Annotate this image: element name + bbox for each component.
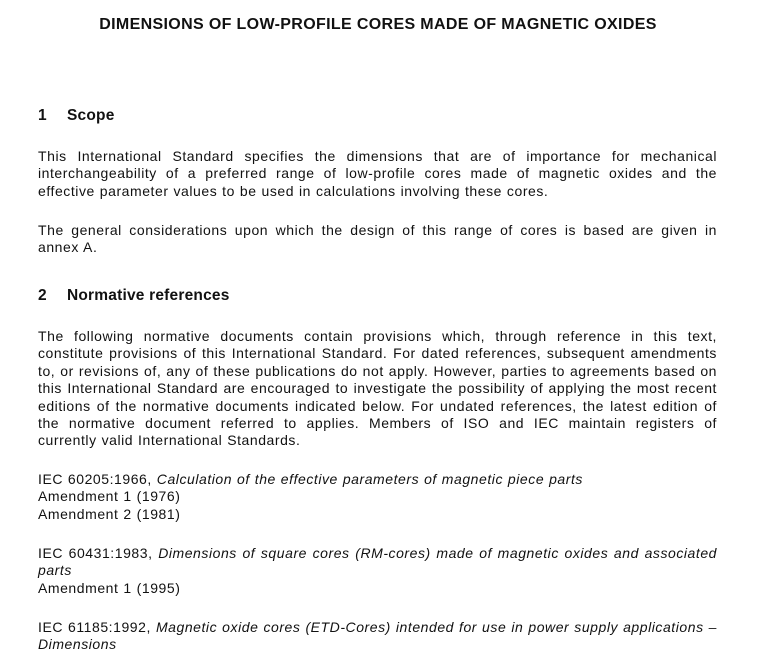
- reference-code: IEC 61185:1992,: [38, 619, 156, 635]
- section-number: 2: [38, 287, 47, 304]
- reference-title: Calculation of the effective parameters of magnetic piece parts: [156, 471, 583, 487]
- reference-entry: [38, 471, 717, 523]
- reference-citation: [38, 545, 717, 580]
- reference-amendment: Amendment 2 (1981): [38, 505, 181, 522]
- reference-title: Dimensions of square cores (RM-cores) made of magnetic oxides and associated parts: [38, 545, 717, 579]
- reference-code: IEC 60205:1966,: [38, 471, 157, 487]
- section-heading-scope: [38, 107, 115, 125]
- scope-paragraph-2: The general considerations upon which the design of this range of cores is based are given in annex A.: [38, 222, 717, 256]
- scope-paragraph-1: This International Standard specifies the dimensions that are of importance for mechanical interchangeability of a preferred range of low-profile cores made of magnetic oxides and the effective parameter values to be used in calculations involving these cores.: [38, 148, 717, 199]
- reference-code: IEC 60431:1983,: [38, 545, 159, 561]
- document-title: DIMENSIONS OF LOW-PROFILE CORES MADE OF MAGNETIC OXIDES: [99, 16, 657, 33]
- reference-amendment: Amendment 1 (1976): [38, 488, 181, 505]
- reference-amendment: Amendment 1 (1995): [38, 579, 181, 596]
- normative-references-paragraph: The following normative documents contain provisions which, through reference in this text, constitute provisions of this International Standard. For dated references, subsequent amendments to, or revisions of, any of these publications do not apply. However, parties to agreements based on this International Standard are encouraged to investigate the possibility of applying the most recent editions of the normative documents indicated below. For undated references, the latest edition of the normative document referred to applies. Members of ISO and IEC maintain registers of currently valid International Standards.: [38, 328, 717, 449]
- reference-citation: [38, 471, 717, 488]
- section-number: 1: [38, 107, 47, 124]
- section-title: Scope: [67, 107, 115, 124]
- reference-entry: [38, 545, 717, 597]
- section-heading-normative-references: [38, 287, 230, 305]
- reference-citation: [38, 619, 717, 654]
- section-title: Normative references: [67, 287, 230, 304]
- reference-entry: [38, 619, 717, 654]
- reference-title: Magnetic oxide cores (ETD-Cores) intended for use in power supply applications – Dimensions: [38, 619, 717, 653]
